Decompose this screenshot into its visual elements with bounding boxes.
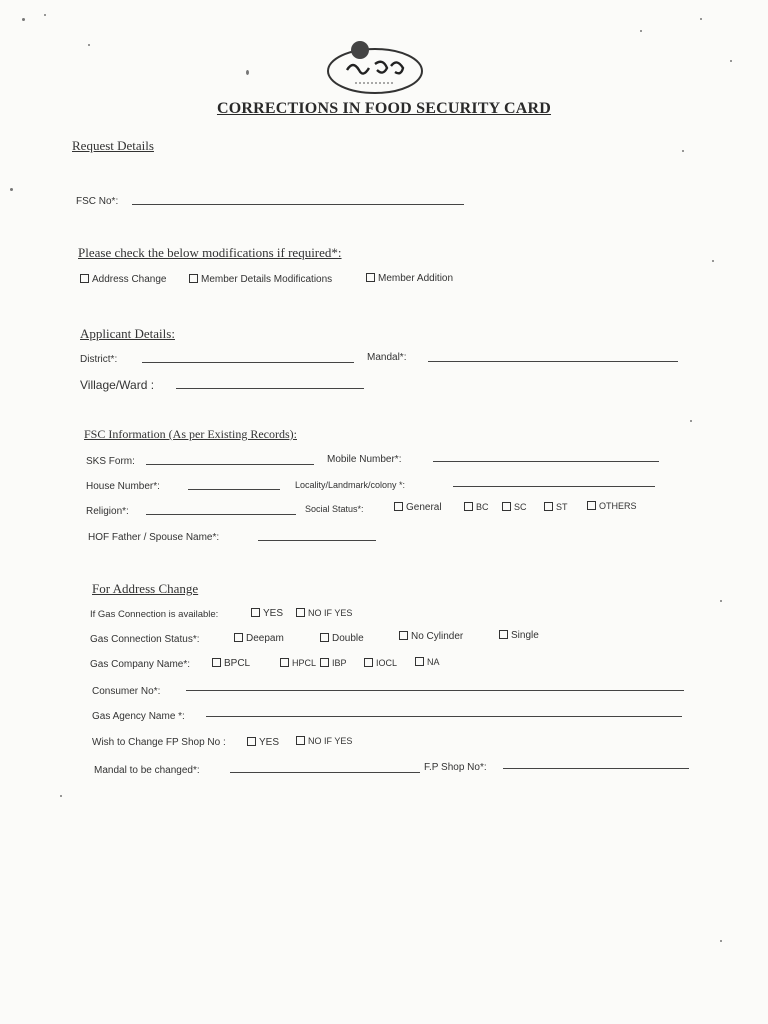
checkbox-icon[interactable] bbox=[320, 633, 329, 642]
sks-form-label: SKS Form: bbox=[86, 456, 135, 467]
locality-label: Locality/Landmark/colony *: bbox=[295, 480, 406, 490]
option-double[interactable]: Double bbox=[318, 633, 364, 644]
gas-company-label: Gas Company Name*: bbox=[90, 659, 191, 670]
mandal-change-field[interactable] bbox=[230, 772, 420, 773]
checkbox-icon[interactable] bbox=[247, 737, 256, 746]
locality-field[interactable] bbox=[453, 486, 655, 487]
section-modifications: Please check the below modifications if required*: bbox=[78, 245, 342, 260]
checkbox-icon[interactable] bbox=[320, 658, 329, 667]
gas-status-label: Gas Connection Status*: bbox=[90, 634, 200, 645]
district-label: District*: bbox=[80, 354, 118, 365]
fp-shop-field[interactable] bbox=[503, 768, 689, 769]
option-others[interactable]: OTHERS bbox=[585, 501, 637, 511]
checkbox-icon[interactable] bbox=[251, 608, 260, 617]
option-hpcl[interactable]: HPCL bbox=[278, 658, 316, 668]
scan-speck bbox=[720, 600, 722, 602]
checkbox-icon[interactable] bbox=[234, 633, 243, 642]
scan-speck bbox=[60, 795, 62, 797]
checkbox-icon[interactable] bbox=[366, 273, 375, 282]
form-title: CORRECTIONS IN FOOD SECURITY CARD bbox=[216, 100, 552, 117]
scan-speck bbox=[88, 44, 90, 46]
hof-name-field[interactable] bbox=[258, 540, 376, 541]
checkbox-icon[interactable] bbox=[296, 736, 305, 745]
scan-speck bbox=[246, 70, 249, 75]
scan-speck bbox=[700, 18, 702, 20]
checkbox-icon[interactable] bbox=[464, 502, 473, 511]
option-address-change[interactable]: Address Change bbox=[78, 274, 167, 285]
scan-speck bbox=[690, 420, 692, 422]
gas-agency-field[interactable] bbox=[206, 716, 682, 717]
fsc-no-label: FSC No*: bbox=[76, 196, 119, 207]
scan-speck bbox=[44, 14, 46, 16]
section-request-details: Request Details bbox=[72, 138, 154, 153]
village-ward-field[interactable] bbox=[176, 388, 364, 389]
consumer-no-label: Consumer No*: bbox=[92, 686, 161, 697]
mobile-number-field[interactable] bbox=[433, 461, 659, 462]
checkbox-icon[interactable] bbox=[280, 658, 289, 667]
department-logo-icon bbox=[325, 38, 425, 98]
checkbox-icon[interactable] bbox=[212, 658, 221, 667]
option-gas-no[interactable]: NO IF YES bbox=[294, 608, 352, 618]
option-st[interactable]: ST bbox=[542, 502, 568, 512]
option-na[interactable]: NA bbox=[413, 657, 440, 667]
scan-speck bbox=[730, 60, 732, 62]
social-status-label: Social Status*: bbox=[305, 504, 364, 514]
option-single[interactable]: Single bbox=[497, 630, 539, 641]
option-no-cylinder[interactable]: No Cylinder bbox=[397, 631, 463, 642]
religion-label: Religion*: bbox=[86, 506, 129, 517]
district-field[interactable] bbox=[142, 362, 354, 363]
option-ibp[interactable]: IBP bbox=[318, 658, 347, 668]
checkbox-icon[interactable] bbox=[399, 631, 408, 640]
checkbox-icon[interactable] bbox=[189, 274, 198, 283]
option-member-addition[interactable]: Member Addition bbox=[364, 273, 453, 284]
option-deepam[interactable]: Deepam bbox=[232, 633, 284, 644]
checkbox-icon[interactable] bbox=[415, 657, 424, 666]
option-fp-no[interactable]: NO IF YES bbox=[294, 736, 352, 746]
section-fsc-information: FSC Information (As per Existing Records): bbox=[84, 427, 297, 441]
checkbox-icon[interactable] bbox=[544, 502, 553, 511]
mobile-number-label: Mobile Number*: bbox=[327, 454, 402, 465]
mandal-label: Mandal*: bbox=[367, 352, 407, 363]
option-general[interactable]: General bbox=[392, 502, 442, 513]
religion-field[interactable] bbox=[146, 514, 296, 515]
scan-speck bbox=[720, 940, 722, 942]
gas-agency-label: Gas Agency Name *: bbox=[92, 711, 185, 722]
section-address-change: For Address Change bbox=[92, 581, 199, 596]
scan-speck bbox=[712, 260, 714, 262]
gas-available-label: If Gas Connection is available: bbox=[90, 609, 219, 620]
mandal-field[interactable] bbox=[428, 361, 678, 362]
checkbox-icon[interactable] bbox=[499, 630, 508, 639]
option-sc[interactable]: SC bbox=[500, 502, 527, 512]
checkbox-icon[interactable] bbox=[394, 502, 403, 511]
scan-speck bbox=[640, 30, 642, 32]
consumer-no-field[interactable] bbox=[186, 690, 684, 691]
checkbox-icon[interactable] bbox=[364, 658, 373, 667]
checkbox-icon[interactable] bbox=[502, 502, 511, 511]
option-fp-yes[interactable]: YES bbox=[245, 737, 279, 748]
scan-speck bbox=[682, 150, 684, 152]
house-number-field[interactable] bbox=[188, 489, 280, 490]
scan-speck bbox=[10, 188, 13, 191]
fsc-no-field[interactable] bbox=[132, 204, 464, 205]
section-applicant-details: Applicant Details: bbox=[80, 326, 175, 341]
option-bpcl[interactable]: BPCL bbox=[210, 658, 250, 669]
scan-speck bbox=[22, 18, 25, 21]
option-iocl[interactable]: IOCL bbox=[362, 658, 397, 668]
option-bc[interactable]: BC bbox=[462, 502, 489, 512]
sks-form-field[interactable] bbox=[146, 464, 314, 465]
option-gas-yes[interactable]: YES bbox=[249, 608, 283, 619]
hof-name-label: HOF Father / Spouse Name*: bbox=[88, 532, 220, 543]
fp-shop-label: F.P Shop No*: bbox=[424, 762, 487, 773]
checkbox-icon[interactable] bbox=[80, 274, 89, 283]
wish-change-label: Wish to Change FP Shop No : bbox=[92, 737, 226, 748]
village-ward-label: Village/Ward : bbox=[80, 378, 155, 392]
mandal-change-label: Mandal to be changed*: bbox=[94, 765, 200, 776]
option-member-details-modifications[interactable]: Member Details Modifications bbox=[187, 274, 332, 285]
house-number-label: House Number*: bbox=[86, 481, 160, 492]
checkbox-icon[interactable] bbox=[296, 608, 305, 617]
checkbox-icon[interactable] bbox=[587, 501, 596, 510]
